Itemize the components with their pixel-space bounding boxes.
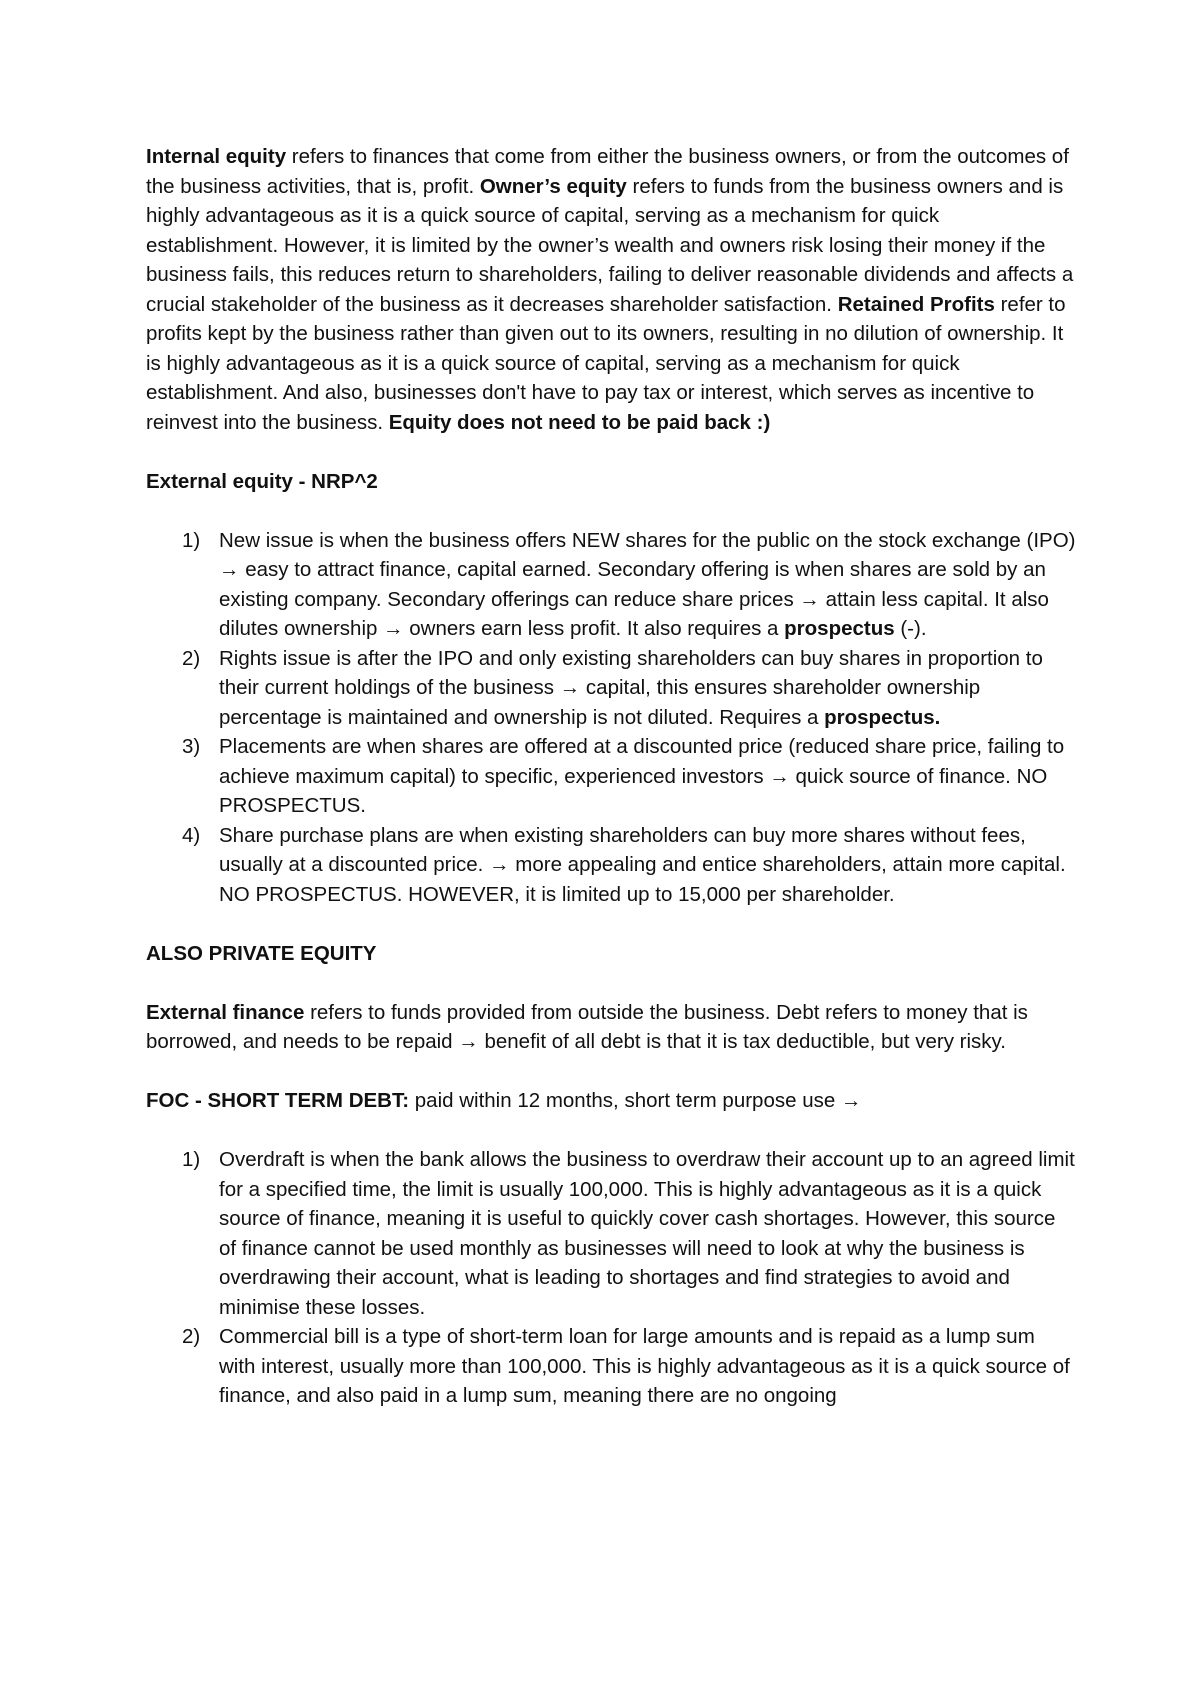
list-item xyxy=(146,821,1076,910)
list-item-text: Commercial bill is a type of short-term loan for large amounts and is repaid as a lump sum with interest, usually more than 100,000. This is highly advantageous as it is a quick source of finance, and also paid in a lump sum, meaning there are no ongoing xyxy=(219,1325,1070,1407)
short-term-debt-heading xyxy=(146,1086,1076,1116)
equity-note: Equity does not need to be paid back :) xyxy=(388,410,771,434)
list-number: 1) xyxy=(182,1148,201,1171)
internal-equity-paragraph xyxy=(146,142,1076,437)
list-item-bold: prospectus xyxy=(784,617,895,640)
owners-equity-text: refers to funds from the business owners and is highly advantageous as it is a quick source of capital, serving as a mechanism for quick establishment. However, it is limited by the owner’s wealth and owners risk losing their money if the business fails, this reduces return to shareholders, failing to deliver reasonable dividends and affects a crucial stakeholder of the business as it decreases shareholder satisfaction. xyxy=(146,174,1074,316)
external-finance-paragraph xyxy=(146,998,1076,1057)
list-item-text: Rights issue is after the IPO and only existing shareholders can buy shares in proportion to their current holdings of the business → capital, this ensures shareholder ownership percentage is maintained and ownership is not diluted. Requires a xyxy=(219,646,1043,729)
list-number: 2) xyxy=(182,1325,201,1348)
retained-profits-text: refer to profits kept by the business rather than given out to its owners, resulting in no dilution of ownership. It is highly advantageous as it is a quick source of capital, serving as a mechanism for quick establishment. And also, businesses don't have to pay tax or interest, which serves as incentive to reinvest into the business. xyxy=(146,292,1066,434)
list-item-text: Overdraft is when the bank allows the business to overdraw their account up to an agreed limit for a specified time, the limit is usually 100,000. This is highly advantageous as it is a quick source of finance, meaning it is useful to quickly cover cash shortages. However, this source of finance cannot be used monthly as businesses will need to look at why the business is overdrawing their account, what is leading to shortages and find strategies to avoid and minimise these losses. xyxy=(219,1148,1075,1319)
list-number: 1) xyxy=(182,528,201,552)
list-item xyxy=(146,1322,1076,1411)
external-equity-list xyxy=(146,526,1076,910)
list-item-bold: prospectus. xyxy=(824,705,941,729)
external-finance-term: External finance xyxy=(146,1000,305,1024)
private-equity-heading: ALSO PRIVATE EQUITY xyxy=(146,941,377,965)
retained-profits-term: Retained Profits xyxy=(837,292,995,316)
list-item-text: Placements are when shares are offered at a discounted price (reduced share price, failing to achieve maximum capital) to specific, experienced investors → quick source of finance. NO PROSPECTUS. xyxy=(219,735,1065,817)
list-item-text: Share purchase plans are when existing shareholders can buy more shares without fees, usually at a discounted price. → more appealing and entice shareholders, attain more capital. NO PROSPECTUS. HOWEVER, it is limited up to 15,000 per shareholder. xyxy=(219,823,1066,906)
list-number: 3) xyxy=(182,735,201,758)
list-item xyxy=(146,732,1076,821)
list-item-text: New issue is when the business offers NEW shares for the public on the stock exchange (IPO) → easy to attract finance, capital earned. Secondary offering is when shares are sold by an existing company. Secondary offerings can reduce share prices → attain less capital. It also dilutes ownership → owners earn less profit. It also requires a xyxy=(219,528,1076,640)
short-term-debt-list xyxy=(146,1145,1076,1411)
list-number: 4) xyxy=(182,823,201,847)
list-item xyxy=(146,526,1076,644)
internal-equity-text: refers to finances that come from either the business owners, or from the outcomes of the business activities, that is, profit. xyxy=(146,145,1069,198)
internal-equity-term: Internal equity xyxy=(146,145,287,168)
short-term-debt-text: paid within 12 months, short term purpose use → xyxy=(409,1089,862,1112)
list-item-text-end: (-). xyxy=(894,617,927,640)
list-number: 2) xyxy=(182,646,201,670)
owners-equity-term: Owner’s equity xyxy=(479,174,627,198)
list-item xyxy=(146,1145,1076,1322)
document-page xyxy=(146,142,1076,1411)
list-item xyxy=(146,644,1076,733)
short-term-debt-title: FOC - SHORT TERM DEBT: xyxy=(146,1089,410,1112)
external-equity-heading: External equity - NRP^2 xyxy=(146,469,378,493)
external-finance-text: refers to funds provided from outside the business. Debt refers to money that is borrowed, and needs to be repaid → benefit of all debt is that it is tax deductible, but very risky. xyxy=(146,1000,1028,1053)
